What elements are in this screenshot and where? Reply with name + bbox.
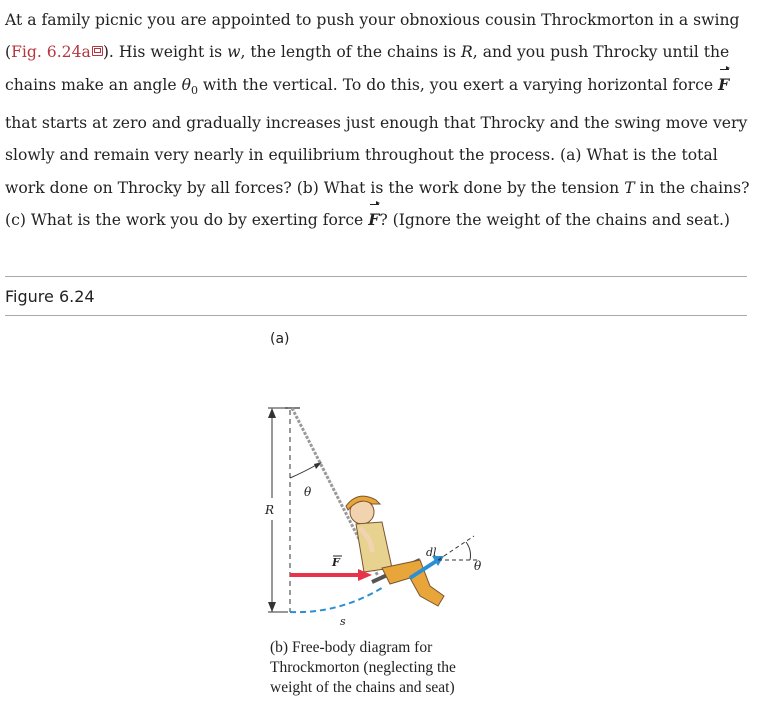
angle-subscript: 0: [190, 83, 198, 97]
r-label: R: [265, 503, 275, 517]
theta-arc: [290, 464, 318, 478]
divider: [5, 315, 747, 316]
s-label: s: [340, 615, 346, 625]
person-legs: [382, 560, 444, 606]
figure-link[interactable]: [11, 43, 103, 61]
external-link-icon[interactable]: [92, 46, 103, 56]
length-symbol: R: [461, 43, 473, 62]
problem-text: , and you push Throcky until the chains make an angle: [5, 43, 730, 94]
force-vector-symbol: F: [718, 69, 729, 101]
swing-diagram: [260, 400, 500, 625]
theta2-label: θ: [474, 559, 482, 573]
theta-label: θ: [304, 485, 312, 499]
angle-symbol: θ: [181, 75, 191, 94]
theta2-arc: [466, 542, 471, 560]
problem-text: ). His weight is: [102, 43, 228, 62]
panel-a-label: (a): [270, 331, 290, 347]
weight-symbol: w: [227, 43, 241, 62]
problem-text: that starts at zero and gradually increases just enough that Throcky and the swing move very slowly and remain very nearly in equilibrium throughout the process. (a) What is the total work done on Throcky by all forces? (b) What is the work done by the tension: [5, 114, 748, 197]
problem-text: ? (Ignore the weight of the chains and seat.): [379, 210, 731, 229]
force-label: F: [332, 556, 340, 569]
swing-path: [290, 586, 385, 612]
divider: [5, 276, 747, 277]
figure-title: Figure 6.24: [5, 287, 95, 306]
problem-text: with the vertical. To do this, you exert a varying horizontal force: [197, 75, 719, 94]
problem-text: in the chains? (c) What is the work you do by exerting force: [5, 178, 750, 229]
dl-label: dl: [426, 546, 437, 559]
figure-link-text[interactable]: Fig. 6.24a: [11, 43, 91, 62]
problem-text: At a family picnic you are appointed to push your obnoxious cousin Throckmorton in a swing (: [5, 11, 740, 62]
r-arrow-top: [268, 408, 276, 418]
tension-symbol: T: [624, 178, 635, 197]
problem-text: , the length of the chains is: [240, 43, 462, 62]
panel-b-caption: (b) Free-body diagram for Throckmorton (neglecting the weight of the chains and seat): [270, 639, 456, 696]
problem-statement: [5, 4, 753, 236]
force-vector-symbol: F: [368, 204, 379, 236]
r-arrow-bottom: [268, 602, 276, 612]
